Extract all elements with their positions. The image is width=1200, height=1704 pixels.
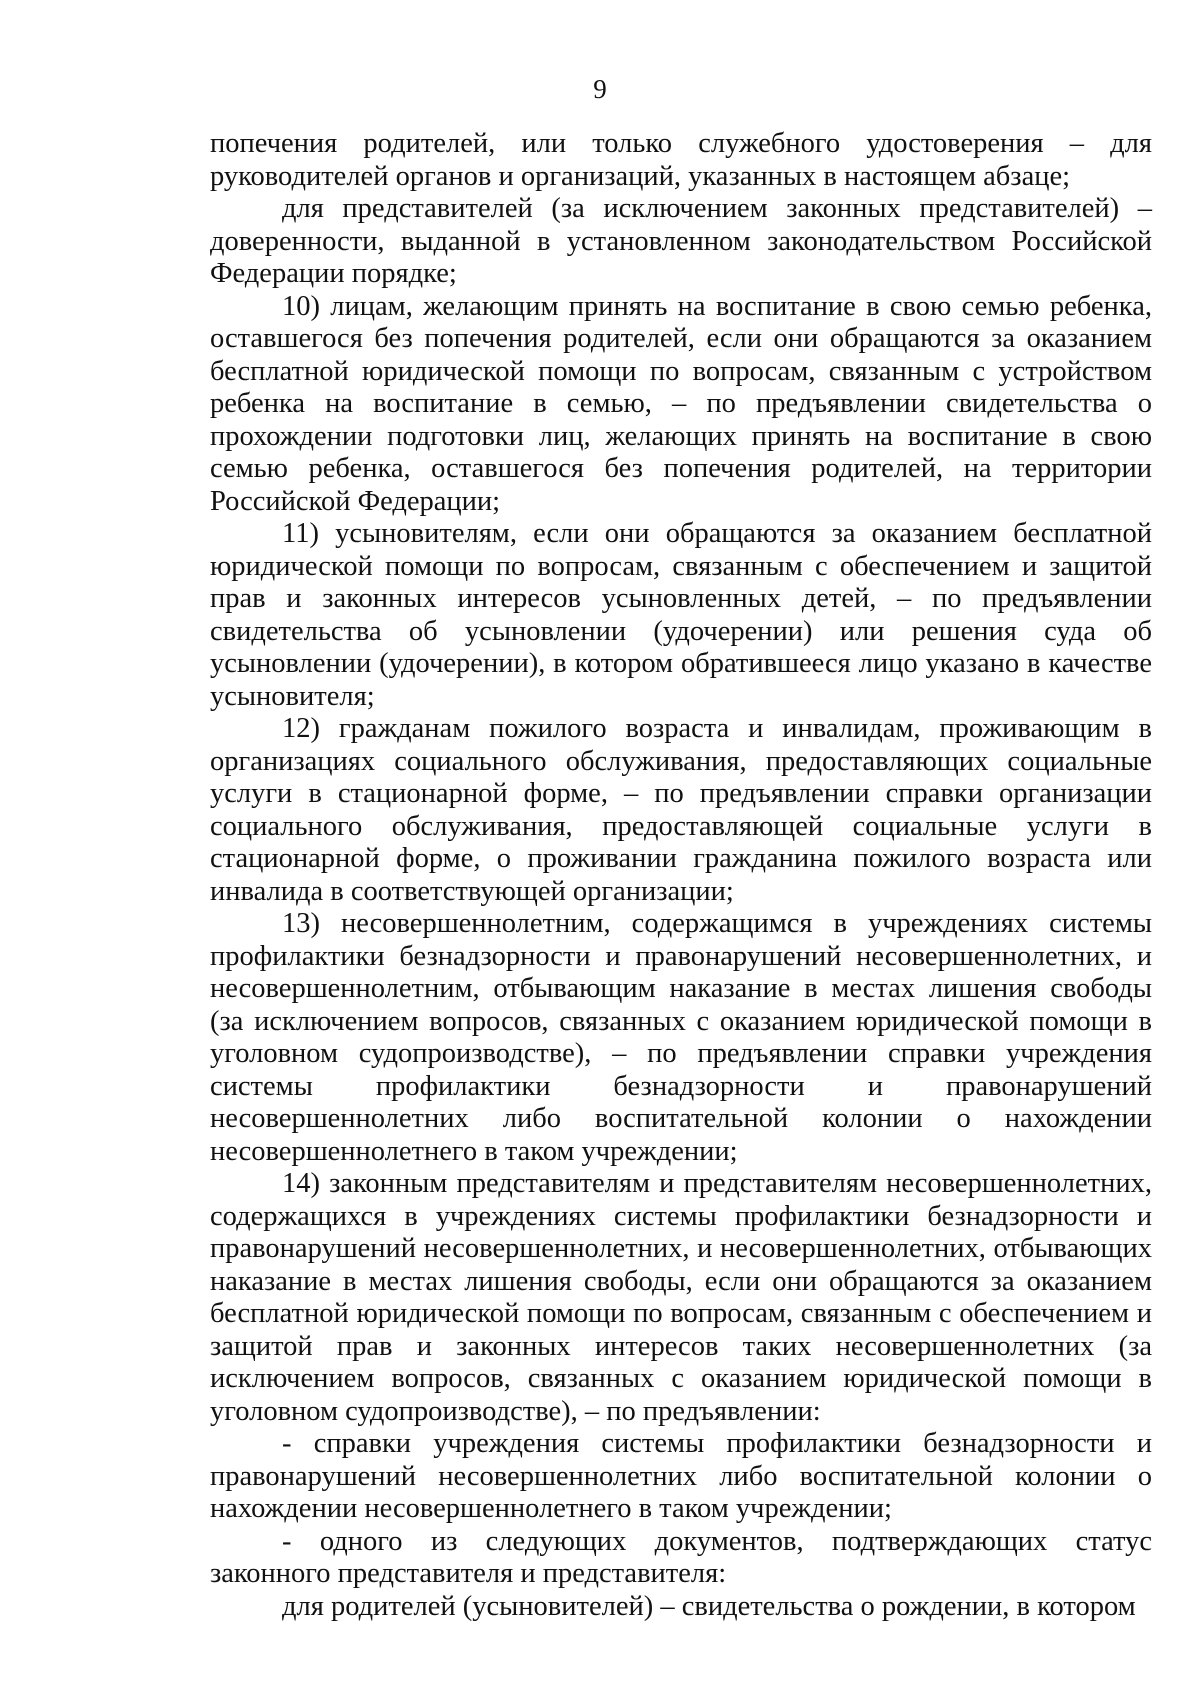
document-body bbox=[210, 128, 1152, 1623]
paragraph-item-13: 13) несовершеннолетним, содержащимся в учреждениях системы профилактики безнадзорности и правонарушений несовершеннолетних, и несовершеннолетним, отбывающим наказание в местах лишения свободы (за исключением вопросов, связанных с оказанием юридической помощи в уголовном судопроизводстве), – по предъявлении справки учреждения системы профилактики безнадзорности и правонарушений несовершеннолетних либо воспитательной колонии о нахождении несовершеннолетнего в таком учреждении; bbox=[210, 908, 1152, 1167]
paragraph-continuation: попечения родителей, или только служебного удостоверения – для руководителей органов и организаций, указанных в настоящем абзаце; bbox=[210, 128, 1152, 192]
page-number: 9 bbox=[593, 74, 607, 104]
paragraph-item-11: 11) усыновителям, если они обращаются за оказанием бесплатной юридической помощи по вопросам, связанным с обеспечением и защитой прав и законных интересов усыновленных детей, – по предъявлении свидетельства об усыновлении (удочерении) или решения суда об усыновлении (удочерении), в котором обратившееся лицо указано в качестве усыновителя; bbox=[210, 518, 1152, 712]
paragraph-item-14: 14) законным представителям и представителям несовершеннолетних, содержащихся в учреждениях системы профилактики безнадзорности и правонарушений несовершеннолетних, и несовершеннолетних, отбывающих наказание в местах лишения свободы, если они обращаются за оказанием бесплатной юридической помощи по вопросам, связанным с обеспечением и защитой прав и законных интересов таких несовершеннолетних (за исключением вопросов, связанных с оказанием юридической помощи в уголовном судопроизводстве), – по предъявлении: bbox=[210, 1168, 1152, 1427]
paragraph-item-12: 12) гражданам пожилого возраста и инвалидам, проживающим в организациях социального обслуживания, предоставляющих социальные услуги в стационарной форме, – по предъявлении справки организации социального обслуживания, предоставляющей социальные услуги в стационарной форме, о проживании гражданина пожилого возраста или инвалида в соответствующей организации; bbox=[210, 713, 1152, 907]
paragraph-parents: для родителей (усыновителей) – свидетельства о рождении, в котором bbox=[282, 1590, 1136, 1622]
paragraph-item-10: 10) лицам, желающим принять на воспитание в свою семью ребенка, оставшегося без попечения родителей, если они обращаются за оказанием бесплатной юридической помощи по вопросам, связанным с устройством ребенка на воспитание в семью, – по предъявлении свидетельства о прохождении подготовки лиц, желающих принять на воспитание в свою семью ребенка, оставшегося без попечения родителей, на территории Российской Федерации; bbox=[210, 290, 1152, 517]
paragraph-dash-certificate: - справки учреждения системы профилактики безнадзорности и правонарушений несовершеннолетних либо воспитательной колонии о нахождении несовершеннолетнего в таком учреждении; bbox=[210, 1428, 1152, 1524]
paragraph-representatives: для представителей (за исключением законных представителей) – доверенности, выданной в установленном законодательством Российской Федерации порядке; bbox=[210, 193, 1152, 289]
paragraph-dash-documents: - одного из следующих документов, подтверждающих статус законного представителя и представителя: bbox=[210, 1525, 1152, 1589]
